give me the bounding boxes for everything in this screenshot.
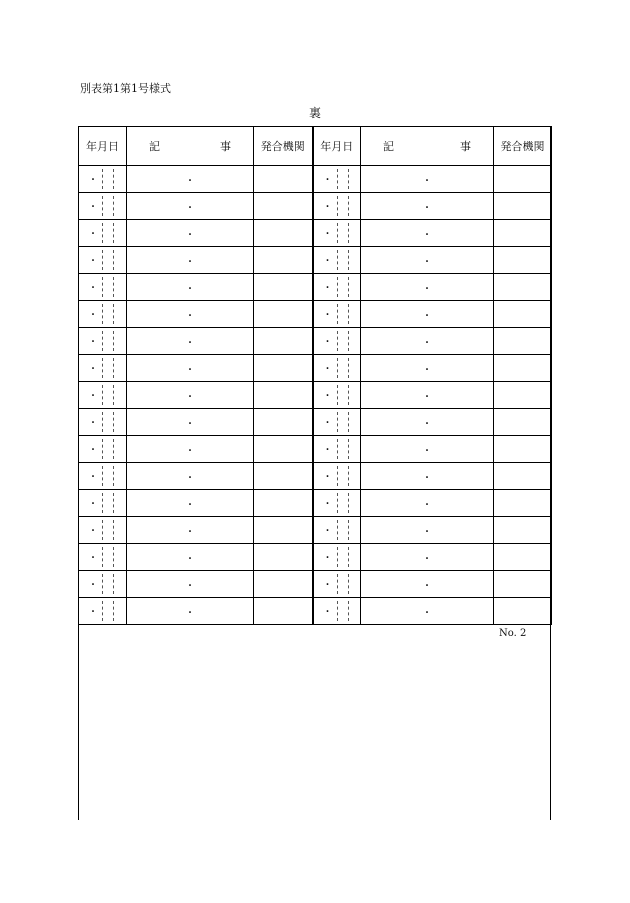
date-divider [113, 466, 114, 486]
date-divider [337, 601, 338, 621]
table-row [79, 328, 552, 355]
record-cell[interactable] [361, 463, 494, 490]
date-dot: ・ [322, 336, 333, 348]
issuer-cell[interactable] [254, 436, 313, 463]
issuer-cell[interactable] [494, 382, 552, 409]
date-dot: ・ [322, 417, 333, 429]
date-cell[interactable] [313, 301, 361, 328]
record-dot: ・ [422, 283, 432, 295]
date-cell[interactable] [79, 220, 127, 247]
date-dot: ・ [88, 471, 98, 483]
issuer-cell[interactable] [254, 220, 313, 247]
date-dot: ・ [322, 201, 333, 213]
record-dot: ・ [185, 364, 195, 376]
page-number: No. 2 [499, 628, 527, 639]
date-divider [348, 169, 349, 189]
issuer-cell[interactable] [254, 463, 313, 490]
date-divider [337, 439, 338, 459]
record-cell[interactable] [127, 382, 254, 409]
date-cell[interactable] [79, 409, 127, 436]
date-divider [337, 277, 338, 297]
date-divider [348, 520, 349, 540]
date-divider [348, 493, 349, 513]
date-dot: ・ [88, 579, 98, 591]
date-divider [337, 169, 338, 189]
issuer-cell[interactable] [254, 193, 313, 220]
date-divider [113, 358, 114, 378]
date-divider [113, 331, 114, 351]
record-cell[interactable] [127, 409, 254, 436]
date-divider [337, 466, 338, 486]
date-divider [348, 304, 349, 324]
date-divider [113, 574, 114, 594]
header-date-left: 年月日 [79, 127, 127, 166]
table-row [79, 598, 552, 625]
date-dot: ・ [88, 174, 98, 186]
record-cell[interactable] [361, 382, 494, 409]
date-dot: ・ [88, 606, 98, 618]
date-dot: ・ [88, 390, 98, 402]
record-cell[interactable] [127, 328, 254, 355]
issuer-cell[interactable] [494, 598, 552, 625]
header-record-char-2: 事 [460, 140, 471, 153]
date-cell[interactable] [313, 328, 361, 355]
date-divider [348, 196, 349, 216]
issuer-cell[interactable] [494, 436, 552, 463]
header-record-left [127, 127, 254, 166]
issuer-cell[interactable] [494, 220, 552, 247]
issuer-cell[interactable] [254, 490, 313, 517]
record-dot: ・ [422, 175, 432, 187]
date-divider [348, 331, 349, 351]
record-dot: ・ [422, 553, 432, 565]
header-date-right: 年月日 [313, 127, 361, 166]
record-cell[interactable] [127, 544, 254, 571]
record-cell[interactable] [361, 355, 494, 382]
date-cell[interactable] [79, 166, 127, 193]
date-dot: ・ [322, 606, 333, 618]
record-dot: ・ [422, 499, 432, 511]
date-cell[interactable] [313, 382, 361, 409]
header-issuer-right: 発合機関 [494, 127, 552, 166]
date-cell[interactable] [313, 598, 361, 625]
record-dot: ・ [422, 526, 432, 538]
date-divider [348, 601, 349, 621]
date-divider [113, 169, 114, 189]
issuer-cell[interactable] [494, 193, 552, 220]
date-divider [348, 250, 349, 270]
record-table [78, 126, 552, 625]
issuer-cell[interactable] [254, 166, 313, 193]
issuer-cell[interactable] [494, 517, 552, 544]
table-row [79, 571, 552, 598]
date-dot: ・ [322, 552, 333, 564]
table-row [79, 382, 552, 409]
table-row [79, 355, 552, 382]
issuer-cell[interactable] [254, 355, 313, 382]
issuer-cell[interactable] [254, 544, 313, 571]
date-cell[interactable] [313, 517, 361, 544]
date-cell[interactable] [79, 571, 127, 598]
date-cell[interactable] [313, 247, 361, 274]
issuer-cell[interactable] [254, 382, 313, 409]
date-divider [348, 385, 349, 405]
issuer-cell[interactable] [494, 463, 552, 490]
issuer-cell[interactable] [494, 328, 552, 355]
record-cell[interactable] [127, 274, 254, 301]
record-dot: ・ [185, 580, 195, 592]
date-divider [337, 304, 338, 324]
date-dot: ・ [88, 552, 98, 564]
date-cell[interactable] [79, 517, 127, 544]
date-dot: ・ [88, 498, 98, 510]
date-cell[interactable] [79, 598, 127, 625]
table-row [79, 301, 552, 328]
date-divider [102, 574, 103, 594]
record-dot: ・ [185, 229, 195, 241]
record-dot: ・ [185, 418, 195, 430]
record-dot: ・ [422, 229, 432, 241]
table-row [79, 220, 552, 247]
date-divider [337, 493, 338, 513]
record-dot: ・ [185, 175, 195, 187]
date-dot: ・ [88, 336, 98, 348]
date-divider [102, 493, 103, 513]
record-cell[interactable] [127, 490, 254, 517]
date-cell[interactable] [313, 193, 361, 220]
date-divider [113, 304, 114, 324]
record-cell[interactable] [361, 598, 494, 625]
record-dot: ・ [185, 256, 195, 268]
record-cell[interactable] [361, 220, 494, 247]
record-cell[interactable] [361, 301, 494, 328]
record-cell[interactable] [361, 436, 494, 463]
record-dot: ・ [422, 202, 432, 214]
date-divider [348, 466, 349, 486]
table-row [79, 463, 552, 490]
date-divider [102, 358, 103, 378]
date-divider [102, 331, 103, 351]
record-cell[interactable] [361, 274, 494, 301]
issuer-cell[interactable] [494, 247, 552, 274]
date-divider [337, 412, 338, 432]
record-cell[interactable] [127, 301, 254, 328]
form-label: 別表第1第1号様式 [80, 82, 171, 95]
date-divider [102, 304, 103, 324]
record-cell[interactable] [361, 517, 494, 544]
date-divider [348, 439, 349, 459]
date-divider [348, 358, 349, 378]
date-divider [113, 277, 114, 297]
table-row [79, 490, 552, 517]
date-cell[interactable] [79, 382, 127, 409]
record-dot: ・ [422, 256, 432, 268]
date-dot: ・ [322, 363, 333, 375]
issuer-cell[interactable] [494, 355, 552, 382]
record-dot: ・ [185, 472, 195, 484]
date-cell[interactable] [79, 544, 127, 571]
date-divider [102, 547, 103, 567]
record-cell[interactable] [361, 328, 494, 355]
table-row [79, 274, 552, 301]
date-divider [348, 547, 349, 567]
date-divider [113, 412, 114, 432]
issuer-cell[interactable] [254, 517, 313, 544]
record-dot: ・ [185, 499, 195, 511]
date-cell[interactable] [79, 463, 127, 490]
header-record-char-2: 事 [220, 140, 231, 153]
issuer-cell[interactable] [494, 544, 552, 571]
date-divider [113, 547, 114, 567]
record-cell[interactable] [127, 463, 254, 490]
issuer-cell[interactable] [494, 571, 552, 598]
date-divider [102, 385, 103, 405]
record-dot: ・ [422, 337, 432, 349]
record-cell[interactable] [127, 598, 254, 625]
record-cell[interactable] [127, 571, 254, 598]
date-cell[interactable] [79, 490, 127, 517]
date-divider [113, 250, 114, 270]
date-divider [102, 223, 103, 243]
record-dot: ・ [422, 580, 432, 592]
date-cell[interactable] [313, 571, 361, 598]
date-cell[interactable] [313, 274, 361, 301]
date-cell[interactable] [79, 193, 127, 220]
date-dot: ・ [88, 444, 98, 456]
date-divider [102, 169, 103, 189]
date-dot: ・ [322, 444, 333, 456]
date-divider [113, 385, 114, 405]
issuer-cell[interactable] [494, 274, 552, 301]
date-divider [102, 412, 103, 432]
issuer-cell[interactable] [254, 301, 313, 328]
date-dot: ・ [88, 417, 98, 429]
date-divider [113, 196, 114, 216]
date-divider [102, 196, 103, 216]
date-dot: ・ [88, 282, 98, 294]
date-dot: ・ [322, 174, 333, 186]
date-divider [113, 601, 114, 621]
issuer-cell[interactable] [254, 571, 313, 598]
date-divider [348, 223, 349, 243]
issuer-cell[interactable] [254, 328, 313, 355]
date-dot: ・ [322, 471, 333, 483]
issuer-cell[interactable] [494, 166, 552, 193]
record-cell[interactable] [127, 436, 254, 463]
date-dot: ・ [322, 498, 333, 510]
record-dot: ・ [422, 310, 432, 322]
table-row [79, 409, 552, 436]
record-dot: ・ [422, 607, 432, 619]
date-divider [102, 250, 103, 270]
side-label: 裏 [308, 106, 321, 120]
record-dot: ・ [185, 553, 195, 565]
date-divider [102, 601, 103, 621]
date-cell[interactable] [313, 166, 361, 193]
date-cell[interactable] [313, 544, 361, 571]
date-cell[interactable] [79, 247, 127, 274]
date-dot: ・ [322, 579, 333, 591]
record-dot: ・ [422, 391, 432, 403]
date-divider [337, 250, 338, 270]
date-dot: ・ [322, 525, 333, 537]
record-cell[interactable] [361, 409, 494, 436]
record-dot: ・ [185, 283, 195, 295]
record-cell[interactable] [361, 544, 494, 571]
header-row [79, 127, 552, 166]
table-row [79, 193, 552, 220]
record-cell[interactable] [127, 193, 254, 220]
date-cell[interactable] [313, 355, 361, 382]
date-cell[interactable] [79, 328, 127, 355]
date-cell[interactable] [79, 355, 127, 382]
record-cell[interactable] [127, 166, 254, 193]
date-divider [113, 223, 114, 243]
issuer-cell[interactable] [494, 409, 552, 436]
date-divider [113, 439, 114, 459]
date-dot: ・ [88, 525, 98, 537]
date-divider [337, 385, 338, 405]
record-cell[interactable] [127, 247, 254, 274]
table-row [79, 544, 552, 571]
issuer-cell[interactable] [494, 490, 552, 517]
date-divider [348, 277, 349, 297]
date-divider [337, 223, 338, 243]
date-divider [102, 439, 103, 459]
date-divider [113, 520, 114, 540]
table-row [79, 247, 552, 274]
issuer-cell[interactable] [494, 301, 552, 328]
issuer-cell[interactable] [254, 409, 313, 436]
table-row [79, 436, 552, 463]
record-cell[interactable] [127, 355, 254, 382]
record-dot: ・ [185, 526, 195, 538]
record-cell[interactable] [361, 166, 494, 193]
record-cell[interactable] [127, 220, 254, 247]
issuer-cell[interactable] [254, 274, 313, 301]
date-divider [102, 466, 103, 486]
date-cell[interactable] [79, 301, 127, 328]
header-record-char-1: 記 [383, 140, 394, 153]
record-dot: ・ [185, 445, 195, 457]
date-cell[interactable] [79, 274, 127, 301]
table-row [79, 517, 552, 544]
date-dot: ・ [88, 201, 98, 213]
date-divider [102, 520, 103, 540]
header-record-char-1: 記 [149, 140, 160, 153]
table-row [79, 166, 552, 193]
date-divider [337, 358, 338, 378]
record-dot: ・ [185, 310, 195, 322]
date-divider [337, 547, 338, 567]
date-cell[interactable] [313, 436, 361, 463]
date-dot: ・ [88, 309, 98, 321]
date-divider [113, 493, 114, 513]
record-dot: ・ [422, 472, 432, 484]
date-cell[interactable] [313, 490, 361, 517]
date-divider [337, 520, 338, 540]
record-cell[interactable] [361, 490, 494, 517]
date-divider [337, 574, 338, 594]
date-divider [337, 196, 338, 216]
issuer-cell[interactable] [254, 247, 313, 274]
date-dot: ・ [322, 390, 333, 402]
date-cell[interactable] [313, 220, 361, 247]
date-dot: ・ [322, 228, 333, 240]
record-dot: ・ [185, 607, 195, 619]
date-dot: ・ [88, 363, 98, 375]
date-dot: ・ [322, 282, 333, 294]
date-divider [102, 277, 103, 297]
record-dot: ・ [422, 418, 432, 430]
record-dot: ・ [422, 445, 432, 457]
date-divider [348, 412, 349, 432]
header-record-right [361, 127, 494, 166]
record-dot: ・ [185, 337, 195, 349]
record-dot: ・ [185, 391, 195, 403]
record-cell[interactable] [361, 247, 494, 274]
record-dot: ・ [185, 202, 195, 214]
date-dot: ・ [322, 309, 333, 321]
record-cell[interactable] [127, 517, 254, 544]
record-dot: ・ [422, 364, 432, 376]
date-dot: ・ [322, 255, 333, 267]
date-divider [337, 331, 338, 351]
issuer-cell[interactable] [254, 598, 313, 625]
date-cell[interactable] [313, 463, 361, 490]
date-divider [348, 574, 349, 594]
record-cell[interactable] [361, 193, 494, 220]
date-cell[interactable] [313, 409, 361, 436]
date-dot: ・ [88, 255, 98, 267]
date-dot: ・ [88, 228, 98, 240]
header-issuer-left: 発合機関 [254, 127, 313, 166]
date-cell[interactable] [79, 436, 127, 463]
record-cell[interactable] [361, 571, 494, 598]
